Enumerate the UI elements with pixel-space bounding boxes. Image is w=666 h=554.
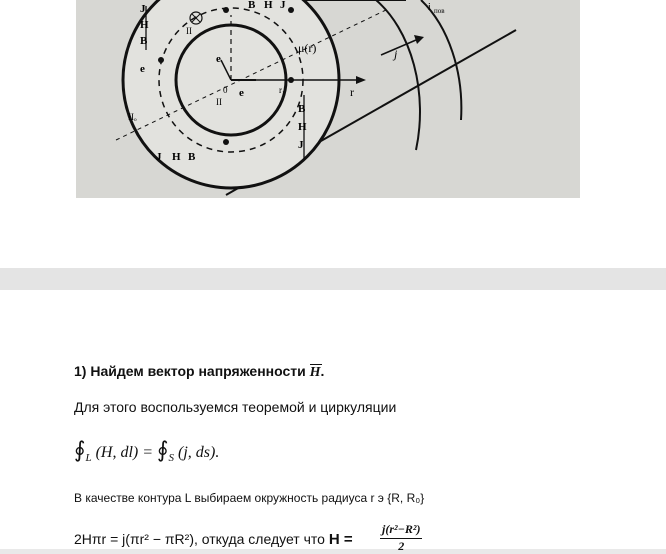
document-page-top	[0, 0, 666, 268]
label-h-top: H	[140, 19, 149, 31]
circulation-formula: $∮_L$ (H, $dl) = ∮_S$ (j, ds).	[74, 437, 220, 465]
label-b-right: B	[298, 103, 306, 115]
result-paragraph	[74, 531, 353, 548]
label-er: e	[239, 87, 244, 99]
label-j-top-right: J	[280, 0, 286, 11]
figure-drawing	[76, 0, 580, 198]
sub-s: S	[168, 452, 175, 465]
label-ii-top: II	[186, 26, 192, 36]
label-j-top: J	[140, 3, 146, 15]
result-prefix: 2Hπr = j(πr² − πR²), откуда следует что	[74, 531, 325, 547]
label-j-arrow: j	[394, 47, 398, 61]
label-b-top-right: B	[248, 0, 256, 11]
label-ii-left: IIₒ	[128, 112, 137, 122]
label-i-pov: i	[428, 2, 431, 13]
label-r-axis: r	[350, 85, 354, 99]
label-ez: e	[216, 53, 221, 65]
heading-vector-h: H	[309, 365, 321, 380]
label-j-bottom: J	[156, 151, 162, 163]
document-page-bottom	[0, 290, 666, 549]
result-fraction	[380, 522, 422, 554]
label-origin: 0	[223, 85, 228, 95]
intro-paragraph: Для этого воспользуемся теоремой и циркуляции	[74, 399, 397, 415]
contour-paragraph: В качестве контура L выбираем окружность радиуса r э {R, R₀}	[74, 491, 425, 505]
label-i-pov-sub: пов	[434, 7, 445, 15]
heading-period: .	[320, 363, 325, 379]
label-b-bottom: B	[188, 151, 196, 163]
label-h-top-right: H	[264, 0, 273, 11]
label-h-bottom: H	[172, 151, 181, 163]
label-b-top: B	[140, 35, 148, 47]
coaxial-cylinder-figure	[76, 0, 580, 198]
label-mu: μ(r)	[298, 41, 317, 55]
label-e-left: e	[140, 63, 145, 75]
circulation-lhs: (H, dl) =	[95, 444, 154, 461]
label-ii-center: II	[216, 97, 222, 107]
page-separator	[0, 268, 666, 290]
section-heading	[74, 363, 324, 381]
label-h-right: H	[298, 121, 307, 133]
label-r1: r₁	[279, 85, 286, 95]
result-denominator: 2	[398, 539, 405, 553]
label-j-right: J	[298, 139, 304, 151]
result-numerator: j(r²−R²)	[380, 522, 422, 539]
circulation-rhs: (j, ds).	[178, 444, 220, 461]
heading-text: 1) Найдем вектор напряженности	[74, 363, 306, 379]
sub-l: L	[85, 452, 92, 465]
result-h: H =	[328, 531, 353, 548]
